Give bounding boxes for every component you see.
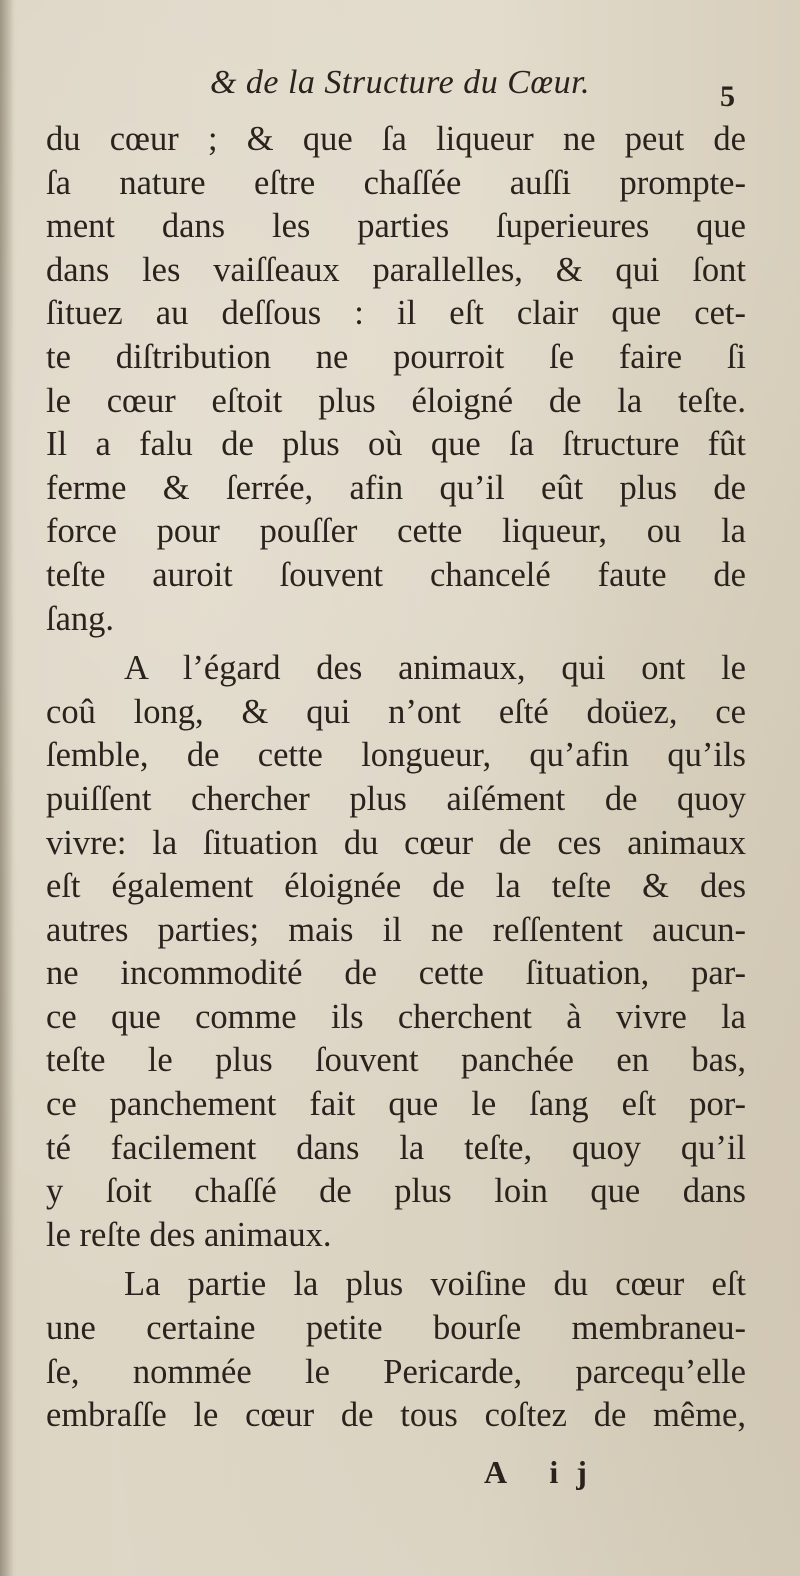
text-line: ne incommodité de cette ſituation, par- xyxy=(46,954,746,993)
text-line: ce panchement fait que le ſang eſt por- xyxy=(46,1085,746,1124)
text-line: embraſſe le cœur de tous coſtez de même, xyxy=(46,1396,746,1435)
text-line: une certaine petite bourſe membraneu- xyxy=(46,1309,746,1348)
text-line: ſituez au deſſous : il eſt clair que cet- xyxy=(46,294,746,333)
text-line: le cœur eſtoit plus éloigné de la teſte. xyxy=(46,381,746,420)
text-line: eſt également éloignée de la teſte & des xyxy=(46,867,746,906)
text-line: ſa nature eſtre chaſſée auſſi prompte- xyxy=(46,163,746,202)
text-line: Il a falu de plus où que ſa ſtructure fût xyxy=(46,425,746,464)
text-line: te diſtribution ne pourroit ſe faire ſi xyxy=(46,337,746,376)
text-line: autres parties; mais il ne reſſentent aucun- xyxy=(46,910,746,949)
text-line: ferme & ſerrée, afin qu’il eût plus de xyxy=(46,468,746,507)
text-line: ſemble, de cette longueur, qu’afin qu’ils xyxy=(46,736,746,775)
text-line: y ſoit chaſſé de plus loin que dans xyxy=(46,1172,746,1211)
signature-mark: A ij xyxy=(484,1454,605,1490)
text-line: dans les vaiſſeaux parallelles, & qui ſont xyxy=(46,250,746,289)
text-line: coû long, & qui n’ont eſté doüez, ce xyxy=(46,692,746,731)
text-line: force pour pouſſer cette liqueur, ou la xyxy=(46,512,746,551)
text-line: ce que comme ils cherchent à vivre la xyxy=(46,997,746,1036)
text-line: du cœur ; & que ſa liqueur ne peut de xyxy=(46,120,746,158)
text-line: A l’égard des animaux, qui ont le xyxy=(124,649,746,688)
binding-shadow xyxy=(0,0,14,1576)
text-line: puiſſent chercher plus aiſément de quoy xyxy=(46,779,746,818)
text-line: ſang. xyxy=(46,599,115,638)
text-line: ment dans les parties ſuperieures que xyxy=(46,207,746,246)
text-line: La partie la plus voiſine du cœur eſt xyxy=(124,1265,746,1304)
running-head: & de la Structure du Cœur. xyxy=(209,64,591,101)
text-line: vivre: la ſituation du cœur de ces animaux xyxy=(46,823,746,862)
body-text xyxy=(46,118,746,1438)
text-line: teſte auroit ſouvent chancelé faute de xyxy=(46,555,746,594)
text-line: té facilement dans la teſte, quoy qu’il xyxy=(46,1128,746,1167)
text-line: teſte le plus ſouvent panchée en bas, xyxy=(46,1041,746,1080)
page-number: 5 xyxy=(720,80,735,113)
text-line: ſe, nommée le Pericarde, parcequ’elle xyxy=(46,1352,746,1391)
text-line: le reſte des animaux. xyxy=(46,1215,332,1254)
